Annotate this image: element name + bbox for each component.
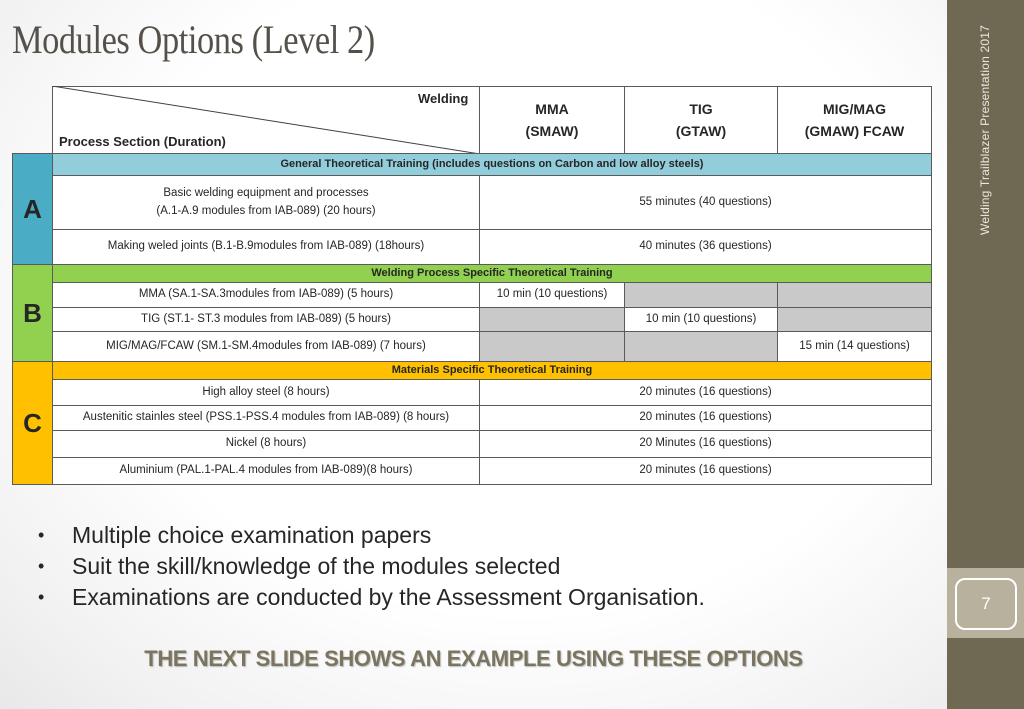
column-header-line2: (GTAW)	[675, 123, 727, 139]
column-header-line2: (GMAW) FCAW	[804, 123, 905, 139]
section-heading-b: Welding Process Specific Theoretical Training	[52, 264, 932, 283]
table-row-value: 20 minutes (16 questions)	[479, 405, 932, 431]
empty-grey-cell	[777, 282, 932, 308]
table-row-label: TIG (ST.1- ST.3 modules from IAB-089) (5 hours)	[52, 307, 480, 332]
table-row-label: High alloy steel (8 hours)	[52, 379, 480, 406]
empty-grey-cell	[624, 331, 778, 362]
bullet-icon: •	[38, 556, 45, 576]
empty-grey-cell	[479, 307, 625, 332]
empty-grey-cell	[479, 331, 625, 362]
table-row-value: 10 min (10 questions)	[479, 282, 625, 308]
column-header-line1: TIG	[689, 100, 713, 117]
page-number: 7	[955, 578, 1017, 630]
bullet-icon: •	[38, 525, 45, 545]
slide-title: Modules Options (Level 2)	[12, 17, 375, 62]
corner-welding-label: Welding	[418, 91, 469, 106]
column-header-mig-mag	[777, 86, 932, 154]
table-row-value: 15 min (14 questions)	[777, 331, 932, 362]
list-item	[38, 520, 705, 551]
table-row-value: 20 minutes (16 questions)	[479, 457, 932, 485]
table-row-value: 55 minutes (40 questions)	[479, 175, 932, 230]
bullet-text: Suit the skill/knowledge of the modules selected	[72, 553, 561, 579]
bullet-icon: •	[38, 587, 45, 607]
section-heading-a: General Theoretical Training (includes questions on Carbon and low alloy steels)	[52, 153, 932, 176]
table-row-label: Austenitic stainles steel (PSS.1-PSS.4 modules from IAB-089) (8 hours)	[52, 405, 480, 431]
bullet-text: Examinations are conducted by the Assessment Organisation.	[72, 584, 705, 610]
column-header-mma	[479, 86, 625, 154]
table-row-label: Aluminium (PAL.1-PAL.4 modules from IAB-089)(8 hours)	[52, 457, 480, 485]
section-heading-c: Materials Specific Theoretical Training	[52, 361, 932, 380]
table-row-label	[52, 175, 480, 230]
column-header-line1: MMA	[535, 100, 569, 117]
table-row-value: 20 Minutes (16 questions)	[479, 430, 932, 458]
table-row-value: 10 min (10 questions)	[624, 307, 778, 332]
row-label-line1: Basic welding equipment and processes	[163, 186, 369, 199]
list-item	[38, 582, 705, 613]
row-label-line2: (A.1-A.9 modules from IAB-089) (20 hours)	[156, 204, 376, 217]
next-slide-banner: THE NEXT SLIDE SHOWS AN EXAMPLE USING THESE OPTIONS	[144, 646, 803, 671]
bullet-list	[38, 520, 705, 613]
bullet-text: Multiple choice examination papers	[72, 522, 432, 548]
column-header-line1: MIG/MAG	[823, 100, 886, 117]
table-row-label: MMA (SA.1-SA.3modules from IAB-089) (5 hours)	[52, 282, 480, 308]
presentation-footer-text: Welding Trailblazer Presentation 2017	[978, 25, 992, 235]
empty-grey-cell	[624, 282, 778, 308]
table-row-label: MIG/MAG/FCAW (SM.1-SM.4modules from IAB-089) (7 hours)	[52, 331, 480, 362]
section-letter-c: C	[12, 361, 53, 485]
table-row-label: Nickel (8 hours)	[52, 430, 480, 458]
column-header-line2: (SMAW)	[525, 123, 579, 139]
list-item	[38, 551, 705, 582]
table-row-value: 40 minutes (36 questions)	[479, 229, 932, 265]
section-letter-b: B	[12, 264, 53, 362]
corner-process-label: Process Section (Duration)	[59, 134, 226, 149]
table-row-label: Making weled joints (B.1-B.9modules from IAB-089) (18hours)	[52, 229, 480, 265]
column-header-tig	[624, 86, 778, 154]
empty-grey-cell	[777, 307, 932, 332]
table-row-value: 20 minutes (16 questions)	[479, 379, 932, 406]
section-letter-a: A	[12, 153, 53, 265]
